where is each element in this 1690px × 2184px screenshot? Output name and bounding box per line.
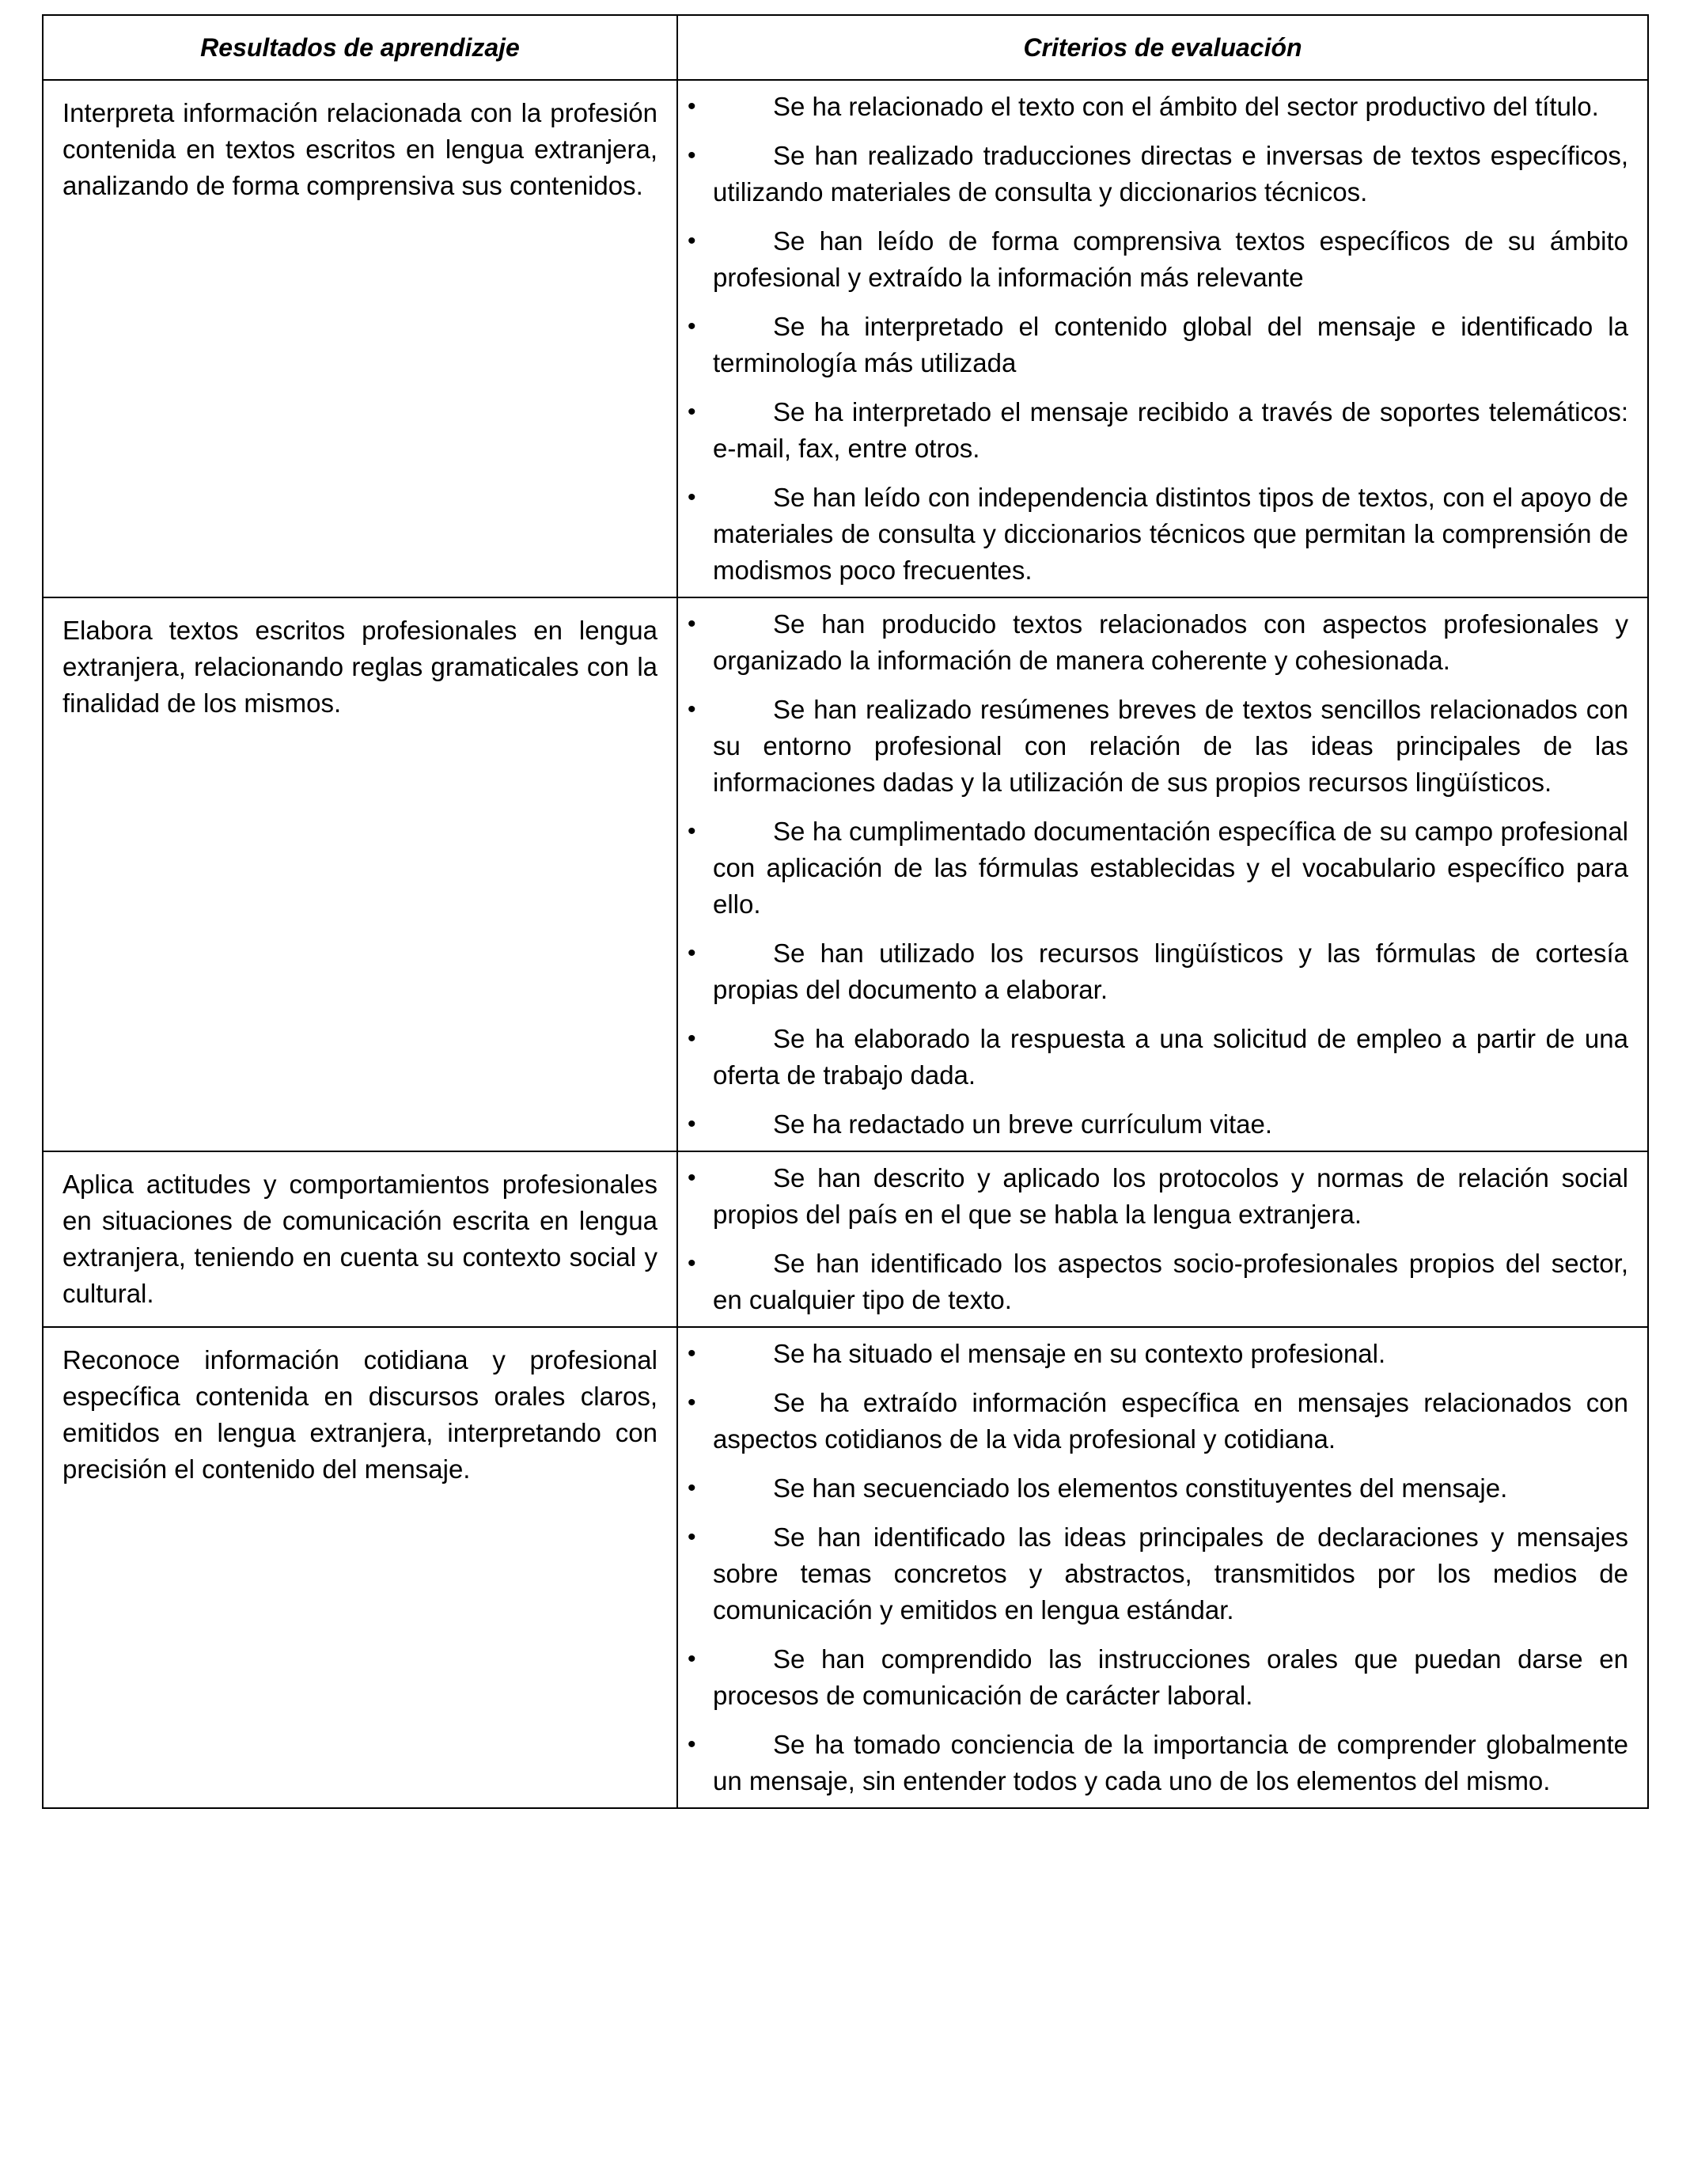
bullet-icon: • xyxy=(688,1524,696,1550)
criterion-text: Se ha situado el mensaje en su contexto profesional. xyxy=(773,1339,1386,1368)
criterion-text: Se han utilizado los recursos lingüísticos y las fórmulas de cortesía propias del documento a elaborar. xyxy=(713,938,1628,1004)
criterion-item xyxy=(678,813,1628,923)
bullet-icon: • xyxy=(688,818,696,844)
bullet-icon: • xyxy=(688,611,696,637)
criterion-text: Se ha relacionado el texto con el ámbito del sector productivo del título. xyxy=(773,92,1599,121)
criterion-item xyxy=(678,1106,1628,1143)
learning-result: Aplica actitudes y comportamientos profesionales en situaciones de comunicación escrita en lengua extranjera, teniendo en cuenta su contexto social y cultural. xyxy=(43,1151,677,1327)
criterion-item xyxy=(678,1470,1628,1507)
criteria-cell xyxy=(677,80,1648,597)
learning-result: Reconoce información cotidiana y profesional específica contenida en discursos orales claros, emitidos en lengua extranjera, interpretando con precisión el contenido del mensaje. xyxy=(43,1327,677,1808)
table-header-row xyxy=(43,15,1648,80)
bullet-icon: • xyxy=(688,1111,696,1137)
criterion-item xyxy=(678,309,1628,381)
bullet-icon: • xyxy=(688,228,696,254)
criterion-item xyxy=(678,1021,1628,1094)
criterion-item xyxy=(678,394,1628,467)
criterion-item xyxy=(678,1519,1628,1629)
header-results: Resultados de aprendizaje xyxy=(43,15,677,80)
criteria-list xyxy=(678,606,1628,1143)
criterion-text: Se han producido textos relacionados con aspectos profesionales y organizado la información de manera coherente y cohesionada. xyxy=(713,609,1628,675)
criterion-text: Se ha cumplimentado documentación específica de su campo profesional con aplicación de las fórmulas establecidas y el vocabulario específico para ello. xyxy=(713,817,1628,919)
bullet-icon: • xyxy=(688,484,696,510)
criterion-text: Se ha redactado un breve currículum vitae. xyxy=(773,1109,1273,1139)
bullet-icon: • xyxy=(688,1026,696,1052)
bullet-icon: • xyxy=(688,142,696,169)
criteria-list xyxy=(678,1160,1628,1318)
bullet-icon: • xyxy=(688,399,696,425)
criteria-list xyxy=(678,1336,1628,1799)
bullet-icon: • xyxy=(688,1475,696,1501)
bullet-icon: • xyxy=(688,1165,696,1191)
criteria-cell xyxy=(677,597,1648,1151)
bullet-icon: • xyxy=(688,940,696,966)
criterion-text: Se han leído de forma comprensiva textos específicos de su ámbito profesional y extraído la información más relevante xyxy=(713,226,1628,292)
table-row xyxy=(43,1151,1648,1327)
criterion-item xyxy=(678,89,1628,125)
criterion-item xyxy=(678,1641,1628,1714)
criterion-item xyxy=(678,1336,1628,1372)
criterion-text: Se han descrito y aplicado los protocolos y normas de relación social propios del país en el que se habla la lengua extranjera. xyxy=(713,1163,1628,1229)
criterion-text: Se han identificado las ideas principales de declaraciones y mensajes sobre temas concretos y abstractos, transmitidos por los medios de comunicación y emitidos en lengua estándar. xyxy=(713,1522,1628,1625)
criteria-list xyxy=(678,89,1628,589)
criterion-item xyxy=(678,692,1628,801)
table-row xyxy=(43,597,1648,1151)
criterion-text: Se ha extraído información específica en mensajes relacionados con aspectos cotidianos de la vida profesional y cotidiana. xyxy=(713,1388,1628,1454)
criterion-item xyxy=(678,1160,1628,1233)
criterion-item xyxy=(678,935,1628,1008)
criterion-text: Se han identificado los aspectos socio-profesionales propios del sector, en cualquier tipo de texto. xyxy=(713,1249,1628,1314)
bullet-icon: • xyxy=(688,1646,696,1672)
criterion-text: Se ha elaborado la respuesta a una solicitud de empleo a partir de una oferta de trabajo dada. xyxy=(713,1024,1628,1090)
criterion-text: Se ha tomado conciencia de la importancia de comprender globalmente un mensaje, sin entender todos y cada uno de los elementos del mismo. xyxy=(713,1730,1628,1795)
criterion-text: Se han realizado resúmenes breves de textos sencillos relacionados con su entorno profesional con relación de las ideas principales de las informaciones dadas y la utilización de sus propios recursos lingüísticos. xyxy=(713,695,1628,797)
criterion-item xyxy=(678,223,1628,296)
criterion-item xyxy=(678,480,1628,589)
learning-result: Interpreta información relacionada con la profesión contenida en textos escritos en lengua extranjera, analizando de forma comprensiva sus contenidos. xyxy=(43,80,677,597)
criterion-item xyxy=(678,1385,1628,1458)
criterion-text: Se han realizado traducciones directas e inversas de textos específicos, utilizando materiales de consulta y diccionarios técnicos. xyxy=(713,141,1628,207)
learning-outcomes-table xyxy=(42,14,1649,1809)
bullet-icon: • xyxy=(688,1731,696,1757)
bullet-icon: • xyxy=(688,1390,696,1416)
criterion-item xyxy=(678,606,1628,679)
bullet-icon: • xyxy=(688,93,696,119)
bullet-icon: • xyxy=(688,1250,696,1276)
criterion-text: Se ha interpretado el contenido global del mensaje e identificado la terminología más utilizada xyxy=(713,312,1628,377)
learning-result: Elabora textos escritos profesionales en lengua extranjera, relacionando reglas gramaticales con la finalidad de los mismos. xyxy=(43,597,677,1151)
criteria-cell xyxy=(677,1327,1648,1808)
table-row xyxy=(43,80,1648,597)
criterion-text: Se han comprendido las instrucciones orales que puedan darse en procesos de comunicación de carácter laboral. xyxy=(713,1644,1628,1710)
bullet-icon: • xyxy=(688,696,696,722)
criteria-cell xyxy=(677,1151,1648,1327)
criterion-item xyxy=(678,1727,1628,1799)
bullet-icon: • xyxy=(688,1340,696,1367)
criterion-item xyxy=(678,1246,1628,1318)
criterion-text: Se ha interpretado el mensaje recibido a través de soportes telemáticos: e-mail, fax, entre otros. xyxy=(713,397,1628,463)
table-row xyxy=(43,1327,1648,1808)
criterion-text: Se han leído con independencia distintos tipos de textos, con el apoyo de materiales de consulta y diccionarios técnicos que permitan la comprensión de modismos poco frecuentes. xyxy=(713,483,1628,585)
header-criteria: Criterios de evaluación xyxy=(677,15,1648,80)
criterion-item xyxy=(678,138,1628,210)
bullet-icon: • xyxy=(688,313,696,339)
criterion-text: Se han secuenciado los elementos constituyentes del mensaje. xyxy=(773,1473,1508,1503)
